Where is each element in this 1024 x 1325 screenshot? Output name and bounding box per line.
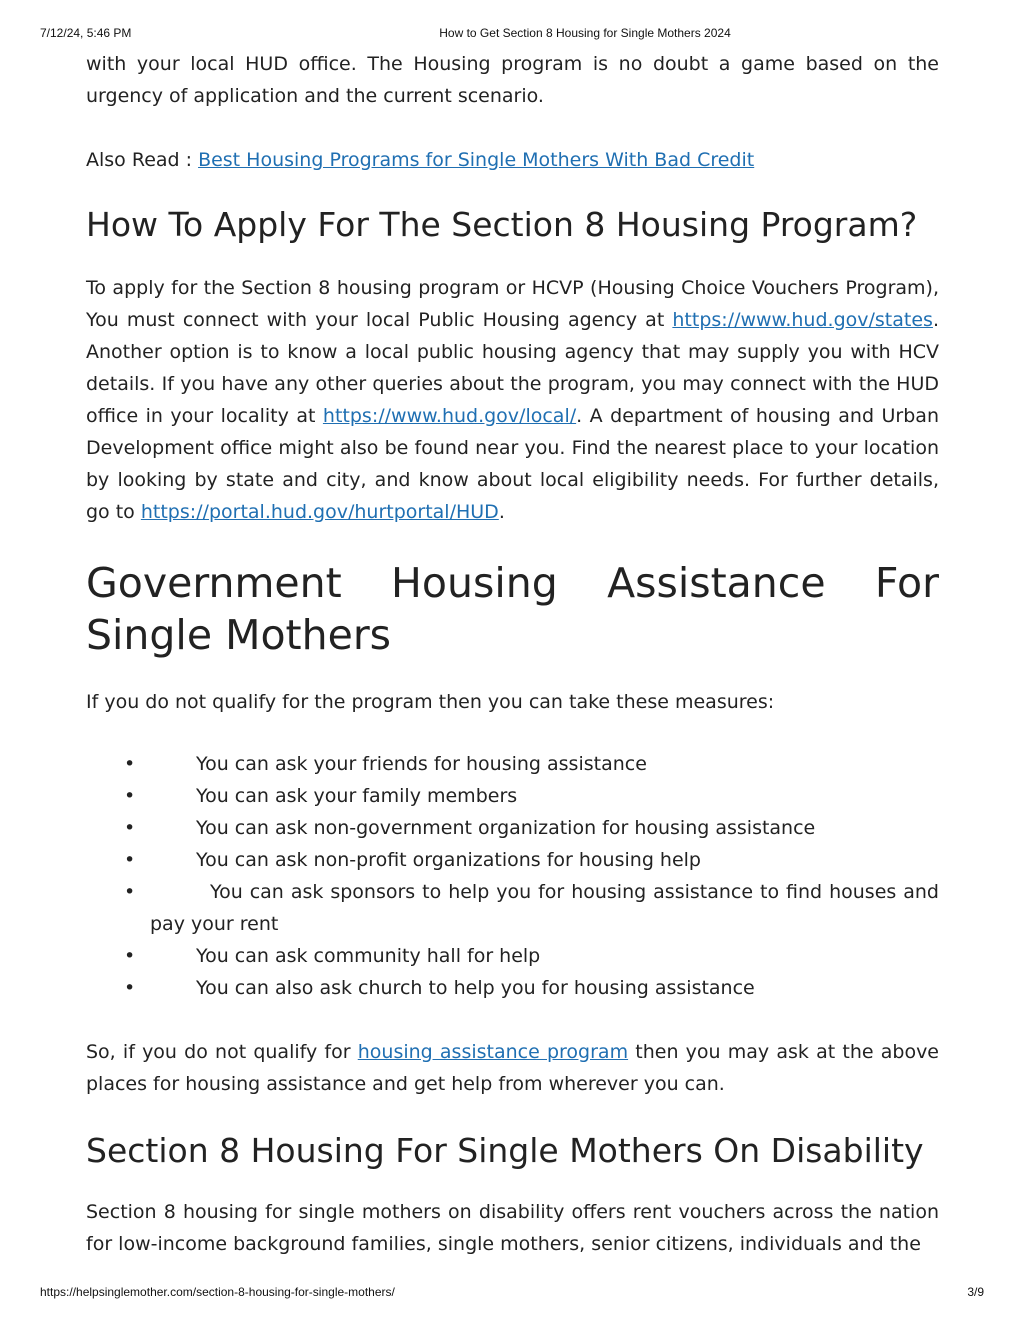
hud-local-link[interactable]: https://www.hud.gov/local/	[322, 405, 577, 427]
bullet-icon: •	[124, 977, 136, 999]
heading-government-assistance: Government Housing Assistance For Single Mothers	[86, 559, 939, 659]
hud-states-link[interactable]: https://www.hud.gov/states	[672, 309, 933, 331]
print-header	[0, 26, 1024, 42]
so-paragraph	[86, 1036, 939, 1100]
bullet-icon: •	[124, 881, 136, 903]
heading-how-to-apply: How To Apply For The Section 8 Housing Program?	[86, 205, 918, 244]
list-item-text: You can ask non-government organization for housing assistance	[196, 817, 816, 839]
list-item-text: You can also ask church to help you for housing assistance	[196, 977, 755, 999]
bullet-icon: •	[124, 785, 136, 807]
article-content	[86, 48, 939, 1260]
also-read	[86, 144, 939, 176]
so-text-1: So, if you do not qualify for	[86, 1041, 358, 1063]
list-item	[86, 876, 939, 940]
list-item-text: You can ask your family members	[196, 785, 518, 807]
print-datetime: 7/12/24, 5:46 PM	[40, 26, 132, 40]
list-item	[86, 748, 939, 780]
apply-text-4: .	[498, 501, 505, 523]
apply-text-2: . Another option is to know a local public housing agency that may supply you with HCV details. If you have any other queries about the program, you may connect with the HUD office in your locality at	[86, 309, 939, 427]
list-item-text: You can ask sponsors to help you for housing assistance to find houses and pay your rent	[150, 881, 939, 935]
also-read-prefix: Also Read :	[86, 149, 199, 171]
bullet-icon: •	[124, 945, 136, 967]
disability-paragraph: Section 8 housing for single mothers on disability offers rent vouchers across the nation for low-income background families, single mothers, senior citizens, individuals and the	[86, 1201, 939, 1255]
apply-text-1: To apply for the Section 8 housing program or HCVP (Housing Choice Vouchers Program), You must connect with your local Public Housing agency at	[86, 277, 939, 331]
list-item	[86, 940, 939, 972]
heading-disability: Section 8 Housing For Single Mothers On Disability	[86, 1131, 924, 1170]
continued-paragraph: with your local HUD office. The Housing program is no doubt a game based on the urgency of application and the current scenario.	[86, 53, 939, 107]
print-footer	[0, 1285, 1024, 1301]
housing-assistance-program-link[interactable]: housing assistance program	[357, 1041, 629, 1063]
apply-paragraph	[86, 272, 939, 528]
bullet-icon: •	[124, 753, 136, 775]
list-item	[86, 972, 939, 1004]
page-number: 3/9	[967, 1285, 984, 1299]
bullet-icon: •	[124, 817, 136, 839]
hud-portal-link[interactable]: https://portal.hud.gov/hurtportal/HUD	[140, 501, 499, 523]
print-page-title: How to Get Section 8 Housing for Single Mothers 2024	[439, 26, 731, 40]
list-item	[86, 780, 939, 812]
measures-list	[86, 748, 939, 1004]
list-item-text: You can ask community hall for help	[196, 945, 541, 967]
print-url: https://helpsinglemother.com/section-8-housing-for-single-mothers/	[40, 1285, 395, 1299]
list-item	[86, 844, 939, 876]
list-item-text: You can ask your friends for housing assistance	[196, 753, 647, 775]
apply-text-3: . A department of housing and Urban Development office might also be found near you. Find the nearest place to your location by looking by state and city, and know about local eligibility needs. For further details, go to	[86, 405, 939, 523]
bullet-icon: •	[124, 849, 136, 871]
list-item-text: You can ask non-profit organizations for housing help	[196, 849, 701, 871]
measures-intro: If you do not qualify for the program then you can take these measures:	[86, 691, 775, 713]
also-read-link[interactable]: Best Housing Programs for Single Mothers With Bad Credit	[198, 149, 755, 171]
so-text-2: then you may ask at the above places for housing assistance and get help from wherever you can.	[86, 1041, 939, 1095]
list-item	[86, 812, 939, 844]
